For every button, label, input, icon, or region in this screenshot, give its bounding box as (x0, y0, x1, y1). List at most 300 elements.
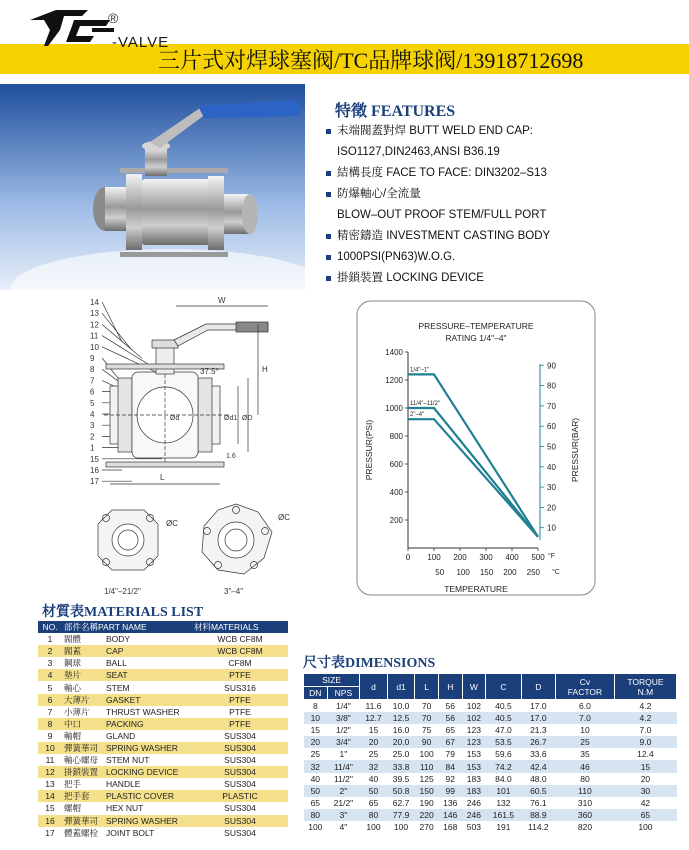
materials-header-row (38, 621, 288, 633)
feature-text: BLOW–OUT PROOF STEM/FULL PORT (337, 209, 547, 221)
dimensions-cell: 92 (445, 773, 455, 784)
dimensions-cell: 21.3 (530, 725, 547, 736)
dimensions-cell: 9.0 (614, 736, 676, 748)
dimensions-cell: 310 (577, 797, 593, 808)
series-label: 11/4"–11/2" (410, 401, 441, 407)
materials-cell-mat: WCB CF8M (217, 634, 263, 645)
dimensions-cell: 15 (310, 725, 321, 736)
dimensions-cell: 150 (415, 785, 439, 797)
dimensions-cell: 4.2 (639, 701, 652, 712)
table-row (38, 766, 288, 778)
dimensions-cell: 59.6 (495, 749, 512, 760)
chart-title: PRESSURE–TEMPERATURE (418, 321, 534, 331)
dim-w: W (218, 296, 226, 305)
leader-line (102, 324, 142, 358)
materials-cell-no: 14 (38, 790, 62, 802)
materials-cell-no: 10 (38, 742, 62, 754)
dim-l: L (160, 473, 165, 482)
table-row (38, 633, 288, 645)
leader-line (102, 336, 152, 367)
dimensions-cell: 56 (445, 701, 455, 712)
dimensions-cell: 110 (556, 785, 615, 797)
dimensions-cell: 80 (304, 809, 328, 821)
part-number-label: 12 (90, 320, 99, 330)
dimensions-cell: 20 (304, 736, 328, 748)
x-bottom-tick-label: 150 (479, 568, 494, 577)
features-title: 特徵 FEATURES (335, 103, 456, 120)
dimensions-cell: 99 (438, 785, 462, 797)
part-number-label: 11 (90, 331, 99, 341)
dimensions-cell: 70 (421, 701, 432, 712)
y-right-tick-label: 20 (547, 503, 556, 513)
header-cv-line1: Cv (579, 676, 591, 687)
dimensions-cell: 114.2 (528, 821, 549, 832)
materials-cell-mat: PTFE (229, 706, 251, 717)
dimensions-cell: 75 (421, 725, 432, 736)
table-row (38, 815, 288, 827)
x-tick-label: 300 (479, 553, 493, 562)
dimensions-cell: 6.0 (579, 701, 591, 712)
part-number-label: 3 (90, 421, 95, 431)
materials-cell-cn: 把手 (64, 779, 82, 790)
materials-cell-no: 17 (45, 827, 55, 838)
dimensions-cell: 32 (304, 760, 328, 772)
y-right-tick-label: 60 (547, 422, 556, 432)
dimensions-title: 尺寸表DIMENSIONS (303, 656, 436, 671)
materials-cell-no: 8 (38, 718, 62, 730)
materials-cell-cn: 螺帽 (64, 803, 82, 814)
dim-1-6: 1.6 (226, 453, 236, 460)
dim-angle: 37.5° (200, 367, 219, 376)
part-number-label: 14 (90, 298, 99, 307)
table-row (304, 760, 677, 772)
materials-cell-en: HEX NUT (106, 803, 144, 814)
y-tick-label: 1400 (385, 348, 403, 357)
y-right-tick-label: 70 (547, 401, 556, 411)
dimensions-cell: 20 (360, 736, 388, 748)
materials-cell-en: JOINT BOLT (106, 827, 155, 838)
bullet-icon (326, 276, 331, 281)
dimensions-cell: 20 (640, 773, 651, 784)
dimensions-cell: 15 (368, 725, 379, 736)
technical-drawing (82, 294, 302, 598)
dimensions-cell: 79 (445, 749, 455, 760)
feature-text: 精密鑄造 INVESTMENT CASTING BODY (337, 230, 551, 242)
dimensions-cell: 65 (445, 725, 455, 736)
dimensions-cell: 40 (368, 773, 379, 784)
dimensions-cell: 65 (368, 797, 379, 808)
dimensions-cell: 50 (360, 785, 388, 797)
materials-cell-no: 11 (45, 755, 55, 766)
materials-cell-no: 12 (38, 766, 62, 778)
part-number-label: 6 (90, 387, 95, 397)
part-number-label: 5 (90, 398, 95, 408)
materials-cell-en: BODY (106, 634, 131, 645)
dimensions-cell: 56 (438, 712, 462, 724)
bullet-icon (326, 171, 331, 176)
features-list (326, 121, 676, 289)
chart-subtitle: RATING 1/4"–4" (445, 333, 507, 343)
dim-h: H (262, 365, 268, 374)
materials-cell-mat: PTFE (192, 669, 288, 681)
dimensions-cell: 74.2 (486, 760, 521, 772)
x-bottom-tick-label: 50 (435, 568, 445, 577)
materials-cell-no: 5 (47, 682, 53, 693)
dimensions-cell: 21/2" (333, 797, 354, 808)
dimensions-cell: 26.7 (521, 736, 555, 748)
dimensions-cell: 39.5 (392, 773, 410, 784)
dimensions-cell: 8 (312, 701, 318, 712)
materials-cell-cn: 彈簧華司 (62, 742, 104, 754)
bullet-icon (326, 255, 331, 260)
feature-text: 掛鎖裝置 LOCKING DEVICE (337, 272, 484, 284)
feature-text: 防爆軸心/全流量 (337, 188, 421, 200)
part-number-label: 13 (90, 309, 99, 319)
dimensions-cell: 10 (580, 725, 590, 736)
header-materials: 材料MATERIALS (192, 621, 288, 633)
dimensions-cell: 4.2 (614, 712, 676, 724)
dimensions-cell: 136 (443, 797, 458, 808)
materials-cell-cn: 體蓋螺栓 (64, 827, 99, 838)
materials-cell-no: 9 (47, 730, 53, 741)
dimensions-cell: 161.5 (486, 809, 521, 821)
flange-large-label: 3"–4" (224, 587, 244, 596)
header-no: NO. (38, 621, 62, 633)
dimensions-cell: 60.5 (521, 785, 555, 797)
dimensions-cell: 7.0 (639, 725, 652, 736)
dimensions-cell: 220 (415, 809, 439, 821)
dimensions-cell: 17.0 (521, 712, 555, 724)
dimensions-cell: 50 (304, 785, 328, 797)
dimensions-cell: 12.7 (360, 712, 388, 724)
materials-cell-mat: SUS316 (224, 682, 256, 693)
table-row (304, 797, 677, 809)
dimensions-cell: 270 (419, 821, 434, 832)
part-number-label: 15 (90, 454, 99, 464)
x-tick-label: 0 (405, 553, 411, 562)
materials-cell-cn: 彈簧華司 (62, 815, 104, 827)
dimensions-cell: 17.0 (530, 701, 547, 712)
table-row (304, 821, 677, 833)
table-row (38, 827, 288, 839)
y-tick-label: 200 (389, 516, 403, 525)
materials-cell-mat: PTFE (192, 718, 288, 730)
dimensions-cell: 110 (415, 760, 439, 772)
materials-cell-cn: 軸帽 (64, 730, 82, 741)
dimensions-cell: 10.0 (392, 701, 410, 712)
dimensions-cell: 48.0 (530, 773, 547, 784)
table-row (304, 700, 677, 713)
dimensions-cell: 146 (438, 809, 462, 821)
dimensions-cell: 65 (310, 797, 321, 808)
dimensions-cell: 25.0 (392, 749, 410, 760)
table-row (38, 694, 288, 706)
dimensions-cell: 123 (462, 736, 486, 748)
y-right-tick-label: 40 (547, 462, 556, 472)
table-row (38, 681, 288, 693)
dimensions-cell: 153 (462, 760, 486, 772)
materials-cell-mat: SUS304 (224, 827, 256, 838)
materials-cell-cn: 把手套 (62, 790, 104, 802)
table-row (38, 742, 288, 754)
dimensions-cell: 820 (577, 821, 593, 832)
materials-cell-en: GLAND (106, 730, 136, 741)
dimensions-cell: 102 (462, 712, 486, 724)
materials-cell-cn: 中口 (62, 718, 104, 730)
x-tick-label: 100 (427, 553, 441, 562)
dimensions-cell: 84.0 (495, 773, 512, 784)
dimensions-cell: 191 (496, 821, 511, 832)
dimensions-cell: 1/4" (335, 701, 351, 712)
y-tick-label: 1000 (385, 404, 403, 413)
table-row (304, 748, 677, 760)
materials-cell-mat: SUS304 (224, 755, 256, 766)
bullet-icon (326, 129, 331, 134)
materials-cell-en: BALL (106, 658, 127, 669)
x-tick-label: 500 (531, 553, 545, 562)
materials-cell-no: 13 (45, 779, 55, 790)
part-number-label: 10 (90, 342, 99, 352)
y-tick-label: 800 (389, 432, 403, 441)
y-right-tick-label: 10 (547, 523, 556, 533)
dimensions-cell: 183 (462, 785, 486, 797)
feature-item (326, 226, 676, 247)
table-row (38, 802, 288, 814)
feature-item (326, 121, 676, 142)
chart-y-label: PRESSUR(PSI) (364, 419, 374, 481)
x-unit-bottom: °C (552, 569, 560, 576)
header-cv (556, 674, 615, 700)
dimensions-cell: 132 (496, 797, 511, 808)
y-right-tick-label: 90 (547, 361, 556, 371)
dimensions-cell: 100 (419, 749, 434, 760)
materials-cell-cn: 鋼球 (64, 658, 82, 669)
header-d1: d1 (387, 674, 415, 700)
dimensions-cell: 246 (462, 809, 486, 821)
materials-cell-cn: 墊片 (62, 669, 104, 681)
materials-cell-cn: 小薄片 (64, 706, 90, 717)
materials-cell-en: SEAT (104, 669, 192, 681)
table-row (38, 754, 288, 766)
leader-line (102, 302, 122, 342)
materials-cell-en: PLASTIC COVER (104, 790, 192, 802)
part-number-label: 9 (90, 354, 95, 363)
materials-cell-cn: 掛鎖裝置 (62, 766, 104, 778)
dimensions-cell: 50.8 (387, 785, 415, 797)
materials-cell-no: 16 (38, 815, 62, 827)
header-size: SIZE (304, 674, 360, 687)
series-label: 2"–4" (410, 412, 425, 419)
materials-cell-en: CAP (104, 645, 192, 657)
materials-cell-en: STEM (106, 682, 130, 693)
table-row (38, 730, 288, 742)
dimensions-cell: 168 (443, 821, 458, 832)
dimensions-cell: 88.9 (521, 809, 555, 821)
x-tick-label: 400 (505, 553, 519, 562)
header-d: d (360, 674, 388, 700)
x-bottom-tick-label: 200 (503, 568, 517, 577)
dimensions-cell: 25 (310, 749, 321, 760)
leader-line (102, 347, 162, 375)
header-cv-line2: FACTOR (567, 686, 603, 697)
table-row (38, 657, 288, 669)
dimensions-cell: 35 (580, 749, 590, 760)
dimensions-cell: 16.0 (392, 725, 410, 736)
header-nps: NPS (327, 687, 360, 700)
brand-name: -VALVE (112, 34, 170, 51)
bullet-icon (326, 234, 331, 239)
materials-cell-cn: 閥蓋 (62, 645, 104, 657)
y-tick-label: 1200 (385, 376, 403, 385)
part-number-label: 4 (90, 410, 95, 419)
dimensions-cell: 42.4 (521, 760, 555, 772)
dim-d1: Ød1 (224, 415, 238, 422)
table-row (38, 778, 288, 790)
y-tick-label: 600 (389, 460, 403, 469)
dimensions-cell: 12.4 (637, 749, 654, 760)
materials-cell-no: 15 (45, 803, 55, 814)
materials-cell-en: SPRING WASHER (104, 815, 192, 827)
x-tick-label: 200 (453, 553, 467, 562)
feature-item (326, 268, 676, 289)
dimensions-cell: 123 (466, 725, 481, 736)
materials-cell-en: STEM NUT (106, 755, 150, 766)
part-number-label: 1 (90, 443, 95, 453)
dimensions-cell: 20.0 (387, 736, 415, 748)
x-bottom-tick-label: 100 (456, 568, 470, 577)
dimensions-cell: 76.1 (530, 797, 547, 808)
dimensions-cell: 11/4" (327, 760, 360, 772)
dimensions-cell: 100 (366, 821, 381, 832)
materials-cell-en: GASKET (104, 694, 192, 706)
materials-cell-no: 7 (47, 706, 53, 717)
chart-x-label: TEMPERATURE (444, 584, 508, 594)
dimensions-cell: 77.9 (387, 809, 415, 821)
dimensions-cell: 90 (415, 736, 439, 748)
dimensions-cell: 40 (310, 773, 321, 784)
materials-cell-en: SPRING WASHER (104, 742, 192, 754)
feature-item (326, 247, 676, 268)
table-row (38, 669, 288, 681)
dimensions-cell: 46 (556, 760, 615, 772)
dim-c-small: ØC (166, 519, 178, 528)
dimensions-cell: 30 (614, 785, 676, 797)
table-row (304, 809, 677, 821)
dimensions-cell: 47.0 (495, 725, 512, 736)
dimensions-cell: 32 (360, 760, 388, 772)
dim-c-large: ØC (278, 513, 290, 522)
table-row (304, 724, 677, 736)
dimensions-cell: 3/4" (327, 736, 360, 748)
dimensions-cell: 1" (339, 749, 348, 760)
header-torque (614, 674, 676, 700)
dimensions-cell: 2" (327, 785, 360, 797)
header-part-name: 部件名稱PART NAME (62, 621, 192, 633)
pressure-temperature-chart (356, 300, 596, 596)
dimensions-cell: 25 (368, 749, 379, 760)
bullet-icon (326, 192, 331, 197)
dimensions-cell: 80 (360, 809, 388, 821)
table-row (38, 718, 288, 730)
dimensions-cell: 100 (393, 821, 409, 832)
series-label: 1/4"–1" (410, 367, 430, 374)
table-row (304, 773, 677, 785)
feature-text: 末端閥蓋對焊 BUTT WELD END CAP: (337, 125, 533, 137)
part-number-label: 17 (90, 477, 99, 487)
materials-cell-cn: 閥體 (64, 634, 82, 645)
header-torque-line2: N.M (637, 686, 654, 697)
dimensions-cell: 503 (466, 821, 481, 832)
dimensions-cell: 33.6 (530, 749, 547, 760)
x-unit-top: °F (548, 553, 556, 560)
dimensions-cell: 33.8 (387, 760, 415, 772)
dimensions-cell: 246 (466, 797, 481, 808)
header-h: H (438, 674, 462, 700)
dimensions-cell: 53.5 (486, 736, 521, 748)
table-row (38, 706, 288, 718)
materials-cell-en: LOCKING DEVICE (104, 766, 192, 778)
table-row (304, 785, 677, 797)
materials-cell-mat: SUS304 (192, 742, 288, 754)
dimensions-cell: 360 (556, 809, 615, 821)
dimensions-cell: 62.7 (392, 797, 410, 808)
header-l: L (415, 674, 439, 700)
header-torque-line1: TORQUE (627, 676, 664, 687)
chart-y-right-label: PRESSUR(BAR) (570, 417, 580, 483)
header-big-d: D (521, 674, 555, 700)
feature-item (326, 184, 676, 205)
header-c: C (486, 674, 521, 700)
materials-title: 材質表MATERIALS LIST (42, 605, 204, 620)
materials-cell-cn: 大薄片 (62, 694, 104, 706)
materials-cell-mat: SUS304 (224, 779, 256, 790)
dimensions-cell: 102 (466, 701, 481, 712)
page-headline: 三片式对焊球塞阀/TC品牌球阀/13918712698 (158, 48, 584, 73)
dimensions-cell: 3/8" (327, 712, 360, 724)
feature-item (326, 205, 676, 226)
dimensions-cell: 11.6 (365, 701, 382, 712)
dimensions-cell: 80 (580, 773, 590, 784)
dimensions-cell: 42 (640, 797, 651, 808)
materials-cell-mat: SUS304 (224, 803, 256, 814)
dimensions-cell: 153 (466, 749, 481, 760)
dimensions-cell: 10 (304, 712, 328, 724)
dim-big-d: ØD (242, 415, 253, 422)
materials-cell-no: 2 (38, 645, 62, 657)
dimensions-cell: 4" (339, 821, 348, 832)
y-tick-label: 400 (389, 488, 403, 497)
dimensions-cell: 100 (638, 821, 653, 832)
dimensions-cell: 3" (327, 809, 360, 821)
feature-text: ISO1127,DIN2463,ANSI B36.19 (337, 146, 500, 158)
dimensions-cell: 190 (419, 797, 434, 808)
dimensions-cell: 65 (614, 809, 676, 821)
materials-cell-mat: PTFE (192, 694, 288, 706)
y-right-tick-label: 50 (547, 442, 556, 452)
feature-item (326, 163, 676, 184)
materials-cell-mat: WCB CF8M (192, 645, 288, 657)
table-row (38, 645, 288, 657)
part-number-label: 16 (90, 466, 99, 475)
dimensions-cell: 40.5 (495, 701, 512, 712)
dimensions-cell: 40.5 (486, 712, 521, 724)
table-row (304, 736, 677, 748)
table-row (38, 790, 288, 802)
y-right-tick-label: 80 (547, 381, 556, 391)
materials-cell-no: 3 (47, 658, 53, 669)
part-number-label: 2 (90, 432, 95, 442)
materials-cell-mat: SUS304 (224, 730, 256, 741)
